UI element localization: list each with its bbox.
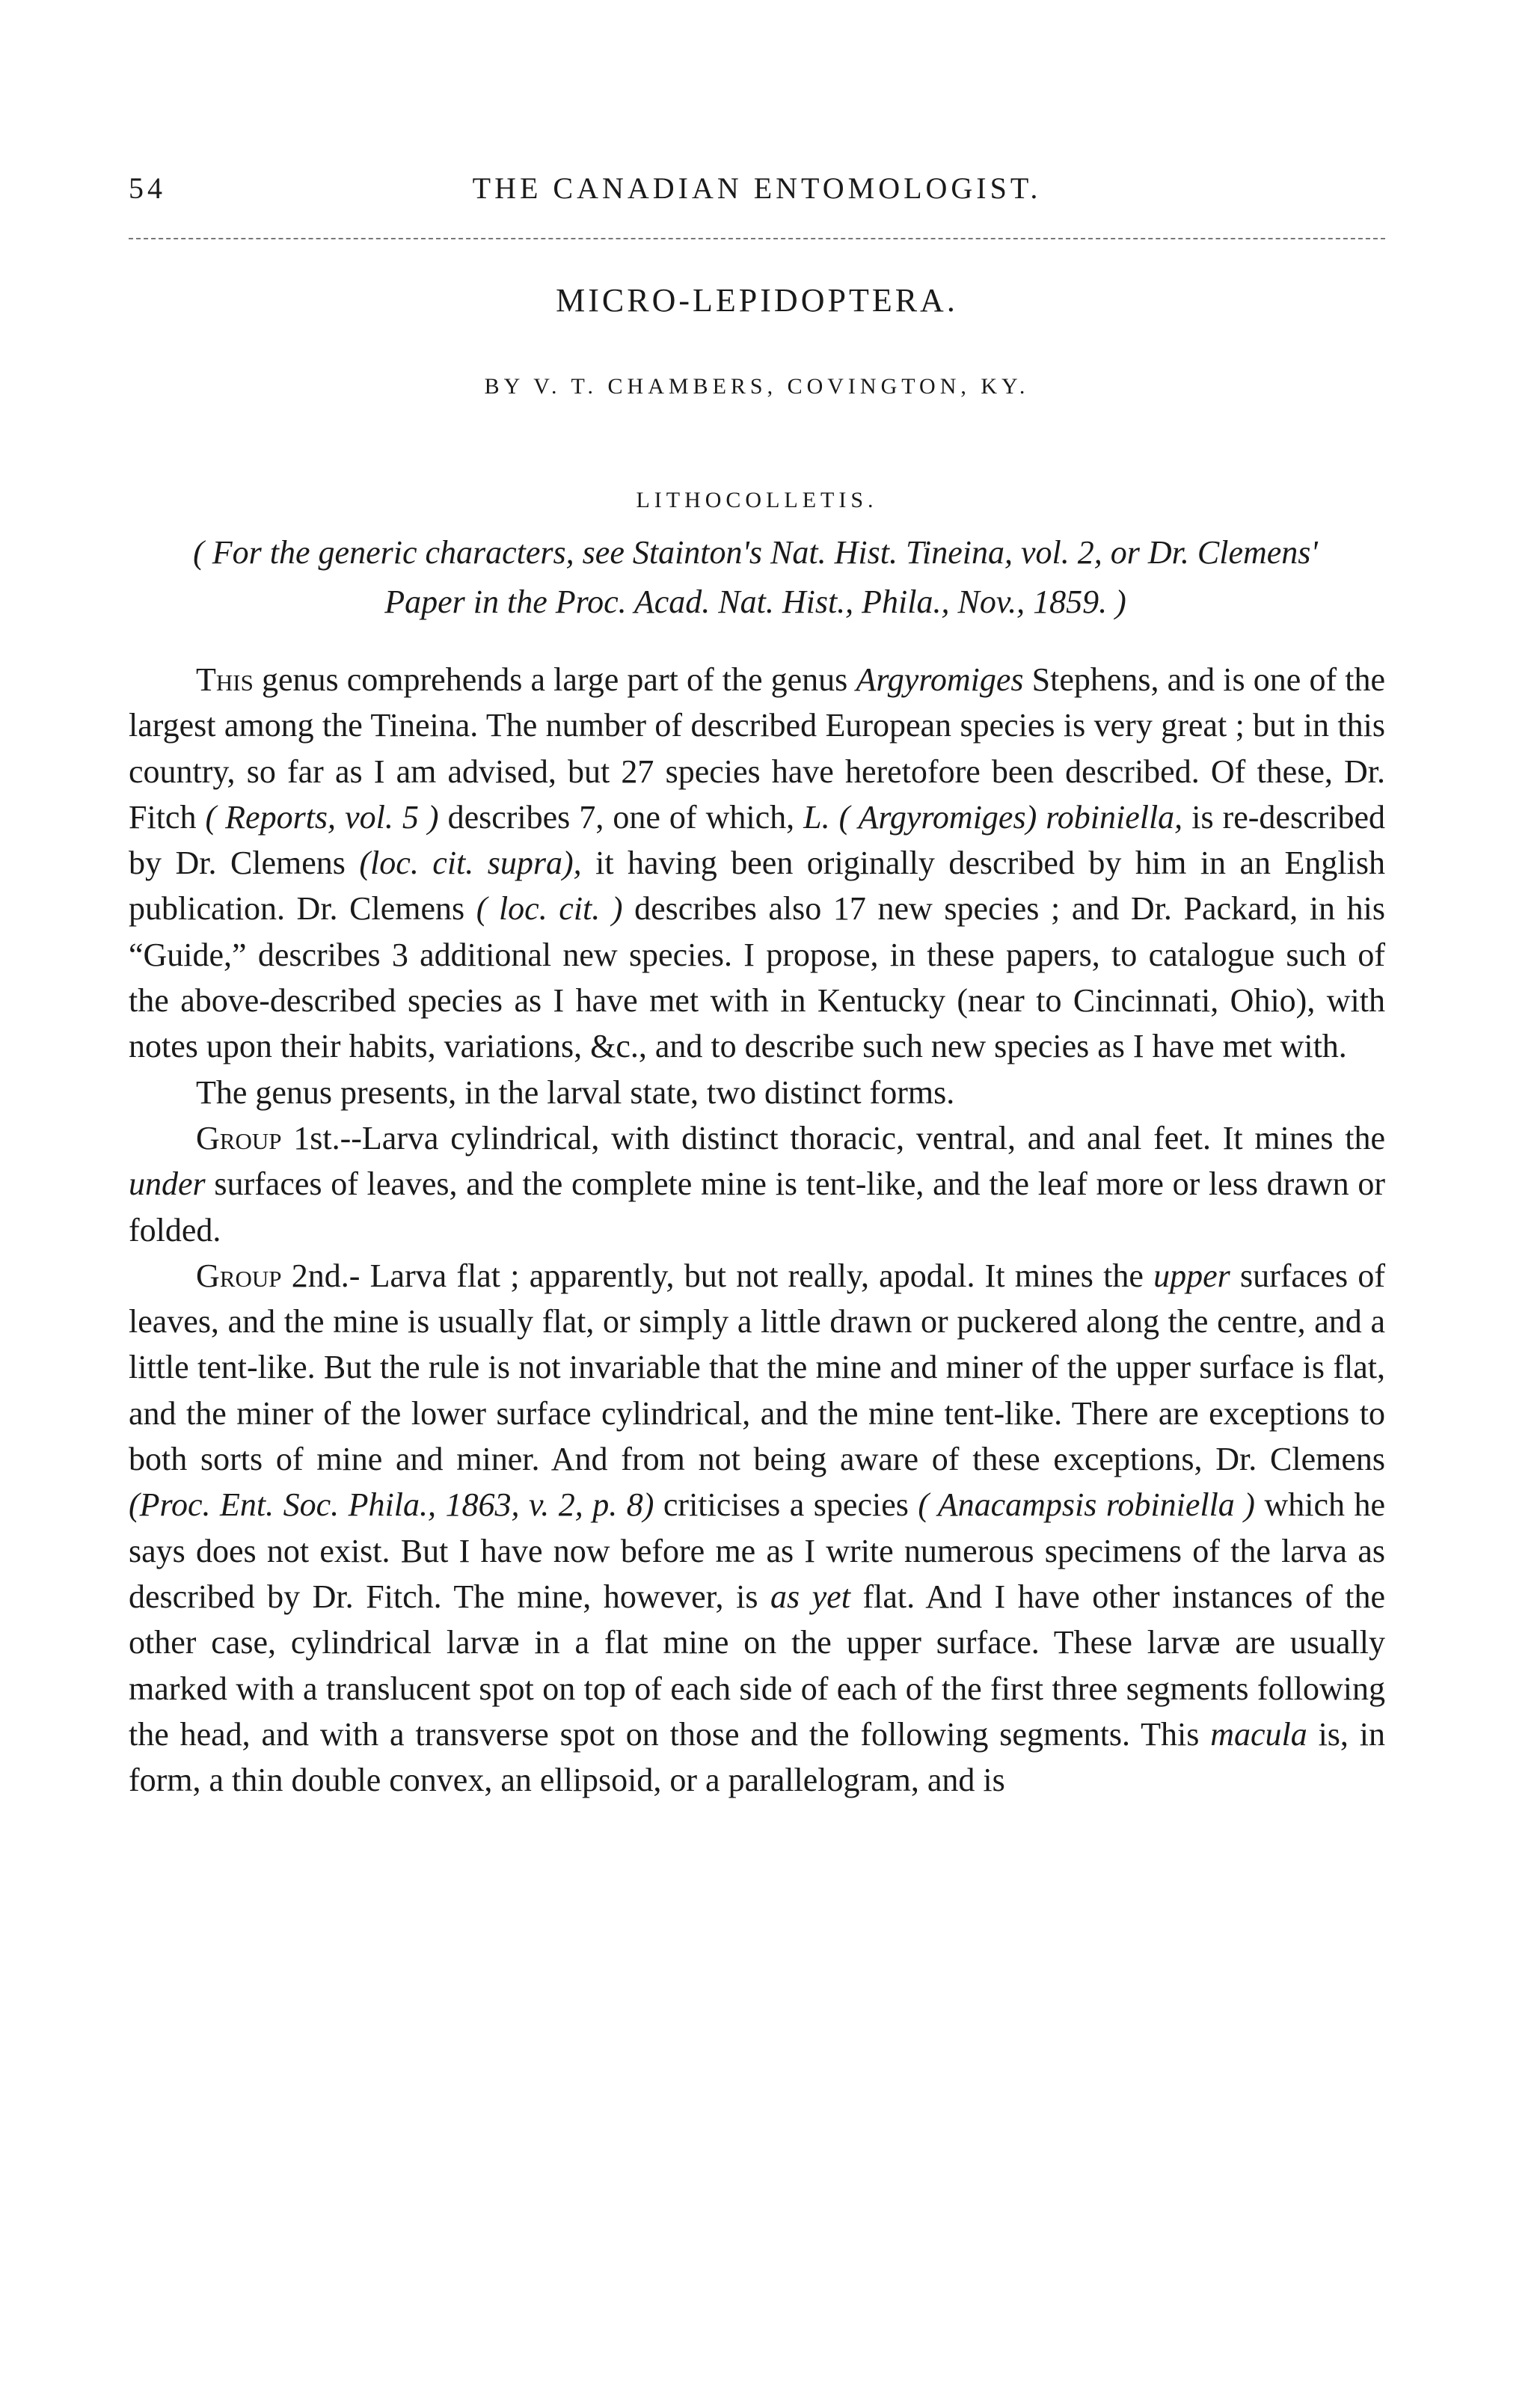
text-span: surfaces of leaves, and the complete mine is tent-like, and the leaf more or less drawn or folded. <box>129 1165 1385 1248</box>
text-span: is re-described by Dr. Clemens <box>129 798 1386 882</box>
italic-span: (Proc. Ent. Soc. Phila., 1863, v. 2, p. 8) <box>129 1486 654 1524</box>
text-span: is, in form, a thin double convex, an ellipsoid, or a parallelogram, and is <box>129 1715 1385 1799</box>
genus-reference: ( For the generic characters, see Stainton's Nat. Hist. Tineina, vol. 2, or Dr. Clemens' Paper in the Proc. Acad. Nat. Hist., Phila., Nov., 1859. ) <box>193 534 1318 620</box>
paragraph-group-2 <box>129 1253 1385 1804</box>
text-span: Stephens, and is one of the largest among the Tineina. The number of described European species is very great ; but in this country, so far as I am advised, but 27 species have heretofore been described. Of these, Dr. Fitch <box>129 661 1385 836</box>
text-span: it having been originally described by him in an English publication. Dr. Clemens <box>129 845 1385 928</box>
italic-span: ( loc. cit. ) <box>476 890 623 928</box>
italic-span: ( Anacampsis robiniella ) <box>918 1486 1255 1524</box>
lead-word: Group <box>196 1119 282 1156</box>
body-text <box>129 657 1385 1803</box>
header-rule <box>129 238 1385 239</box>
paragraph-forms: The genus presents, in the larval state, two distinct forms. <box>196 1073 955 1111</box>
text-span: which he says does not exist. But I have now before me as I write numerous specimens of the larva as described by Dr. Fitch. The mine, however, is <box>129 1486 1386 1615</box>
text-span: surfaces of leaves, and the mine is usually flat, or simply a little drawn or puckered along the centre, and a little tent-like. But the rule is not invariable that the mine and miner of the upper surface is flat, and the miner of the lower surface cylindrical, and the mine tent-like. There are exceptions to both sorts of mine and miner. And from not being aware of these exceptions, Dr. Clemens <box>129 1257 1385 1478</box>
article-title: MICRO-LEPIDOPTERA. <box>556 282 958 319</box>
italic-span: macula <box>1210 1715 1307 1753</box>
text-span: flat. And I have other instances of the other case, cylindrical larvæ in a flat mine on the upper surface. These larvæ are usually marked with a translucent spot on top of each side of each of the first three segments following the head, and with a transverse spot on those and the following segments. This <box>129 1578 1386 1753</box>
italic-span: ( Reports, vol. 5 ) <box>205 798 439 836</box>
text-span: describes 7, one of which, <box>438 798 804 836</box>
lead-word: Group <box>196 1257 282 1294</box>
italic-span: upper <box>1153 1257 1230 1294</box>
page-number: 54 <box>129 171 166 205</box>
text-span: genus comprehends a large part of the genus <box>253 661 856 698</box>
italic-span: under <box>129 1165 206 1203</box>
journal-title: THE CANADIAN ENTOMOLOGIST. <box>472 171 1042 205</box>
text-span: 1st.--Larva cylindrical, with distinct thoracic, ventral, and anal feet. It mines the <box>281 1119 1385 1156</box>
text-span: 2nd.- Larva flat ; apparently, but not really, apodal. It mines the <box>281 1257 1154 1294</box>
genus-heading: LITHOCOLLETIS. <box>636 488 878 512</box>
paragraph-intro <box>129 657 1385 1070</box>
italic-span: L. ( Argyromiges) robiniella, <box>803 798 1183 836</box>
italic-span: Argyromiges <box>856 661 1024 698</box>
italic-span: (loc. cit. supra), <box>359 845 582 882</box>
paragraph-group-1 <box>129 1115 1385 1253</box>
text-span: criticises a species <box>654 1486 918 1524</box>
running-head <box>129 171 1385 215</box>
lead-word: This <box>196 661 254 698</box>
text-span: describes also 17 new species ; and Dr. Packard, in his “Guide,” describes 3 additional new species. I propose, in these papers, to catalogue such of the above-described species as I have met with in Kentucky (near to Cincinnati, Ohio), with notes upon their habits, variations, &c., and to describe such new species as I have met with. <box>129 890 1385 1065</box>
italic-span: as yet <box>770 1578 850 1615</box>
byline: BY V. T. CHAMBERS, COVINGTON, KY. <box>484 374 1030 399</box>
